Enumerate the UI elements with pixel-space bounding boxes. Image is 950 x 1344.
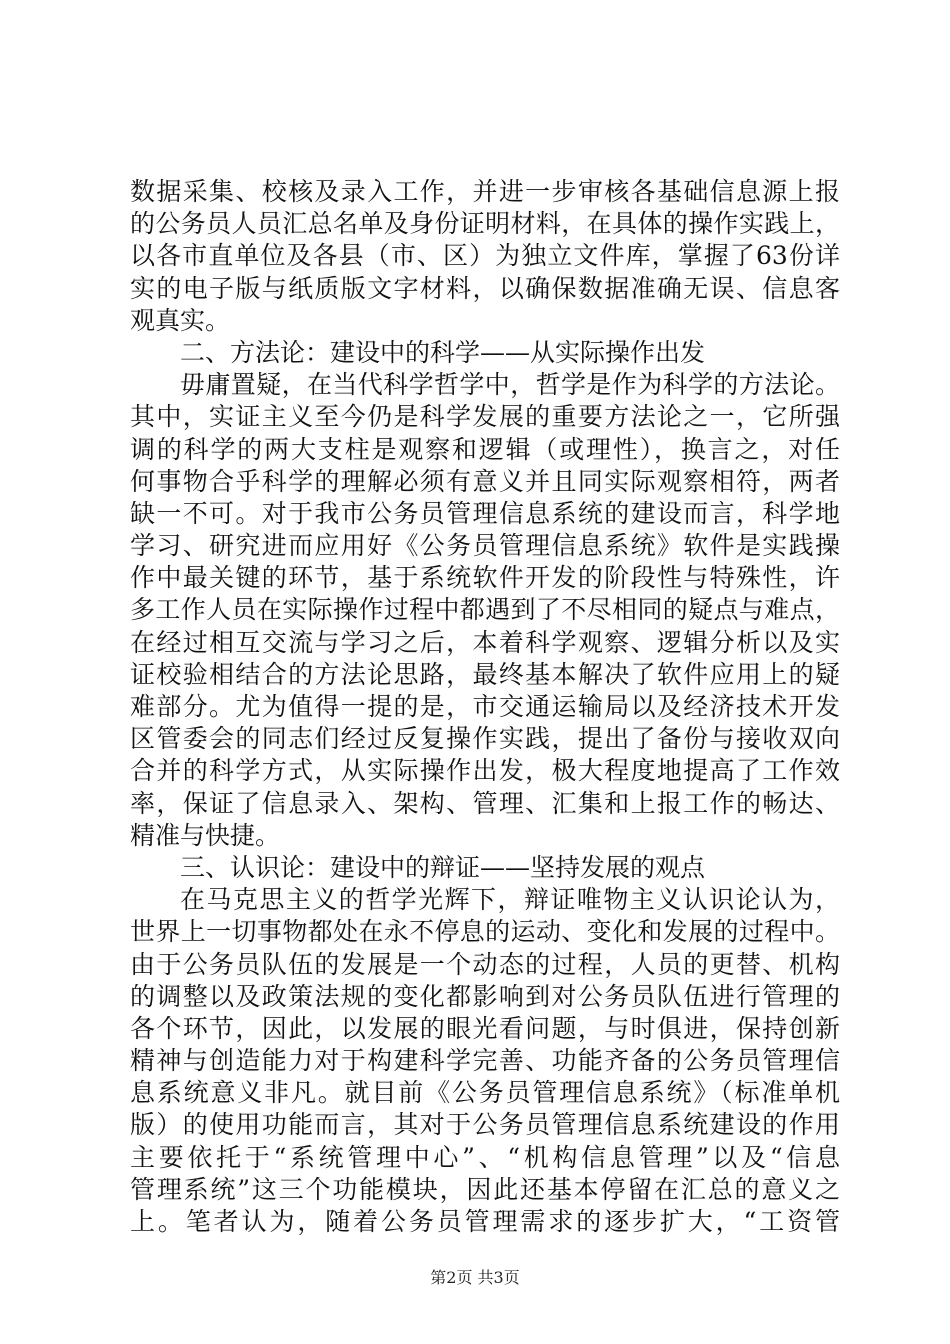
text-line: 多工作人员在实际操作过程中都遇到了不尽相同的疑点与难点， <box>130 595 840 625</box>
text-line: 缺一不可。对于我市公务员管理信息系统的建设而言，科学地 <box>130 498 840 528</box>
text-line: 合并的科学方式，从实际操作出发，极大程度地提高了工作效 <box>130 756 840 786</box>
text-line: 实的电子版与纸质版文字材料，以确保数据准确无误、信息客 <box>130 273 840 303</box>
page-footer: 第2页 共3页 <box>430 1268 520 1287</box>
text-line: 率，保证了信息录入、架构、管理、汇集和上报工作的畅达、 <box>130 788 840 818</box>
text-line: 观真实。 <box>130 305 231 335</box>
text-line: 毋庸置疑，在当代科学哲学中，哲学是作为科学的方法论。 <box>180 370 840 400</box>
text-line: 数据采集、校核及录入工作，并进一步审核各基础信息源上报 <box>130 177 840 206</box>
text-line: 在经过相互交流与学习之后，本着科学观察、逻辑分析以及实 <box>130 627 840 657</box>
text-line: 作中最关键的环节，基于系统软件开发的阶段性与特殊性，许 <box>130 563 840 593</box>
section-heading: 二、方法论：建设中的科学——从实际操作出发 <box>180 337 706 367</box>
text-line: 各个环节，因此，以发展的眼光看问题，与时俱进，保持创新 <box>130 1013 840 1043</box>
text-line: 其中，实证主义至今仍是科学发展的重要方法论之一，它所强 <box>130 402 840 432</box>
text-line: 区管委会的同志们经过反复操作实践，提出了备份与接收双向 <box>130 724 840 754</box>
text-line: 管理系统”这三个功能模块，因此还基本停留在汇总的意义之 <box>130 1174 840 1204</box>
text-line: 的公务员人员汇总名单及身份证明材料，在具体的操作实践上， <box>130 209 840 239</box>
text-line: 主要依托于“系统管理中心”、“机构信息管理”以及“信息 <box>130 1142 840 1172</box>
text-line: 学习、研究进而应用好《公务员管理信息系统》软件是实践操 <box>130 531 840 561</box>
text-line: 精神与创造能力对于构建科学完善、功能齐备的公务员管理信 <box>130 1046 840 1076</box>
text-line: 世界上一切事物都处在永不停息的运动、变化和发展的过程中。 <box>130 917 840 947</box>
text-line: 息系统意义非凡。就目前《公务员管理信息系统》（标准单机 <box>130 1078 840 1108</box>
section-heading: 三、认识论：建设中的辩证——坚持发展的观点 <box>180 852 706 882</box>
text-line: 在马克思主义的哲学光辉下，辩证唯物主义认识论认为， <box>180 885 840 915</box>
text-line: 上。笔者认为，随着公务员管理需求的逐步扩大，“工资管 <box>130 1207 840 1236</box>
text-line: 由于公务员队伍的发展是一个动态的过程，人员的更替、机构 <box>130 949 840 979</box>
text-line: 以各市直单位及各县（市、区）为独立文件库，掌握了63份详 <box>130 241 840 271</box>
text-line: 证校验相结合的方法论思路，最终基本解决了软件应用上的疑 <box>130 659 840 689</box>
text-line: 精准与快捷。 <box>130 820 281 850</box>
text-line: 的调整以及政策法规的变化都影响到对公务员队伍进行管理的 <box>130 981 840 1011</box>
text-line: 版）的使用功能而言，其对于公务员管理信息系统建设的作用 <box>130 1110 840 1140</box>
document-body <box>130 176 840 1238</box>
text-line: 调的科学的两大支柱是观察和逻辑（或理性），换言之，对任 <box>130 434 840 464</box>
text-line: 难部分。尤为值得一提的是，市交通运输局以及经济技术开发 <box>130 692 840 721</box>
text-line: 何事物合乎科学的理解必须有意义并且同实际观察相符，两者 <box>130 466 840 496</box>
